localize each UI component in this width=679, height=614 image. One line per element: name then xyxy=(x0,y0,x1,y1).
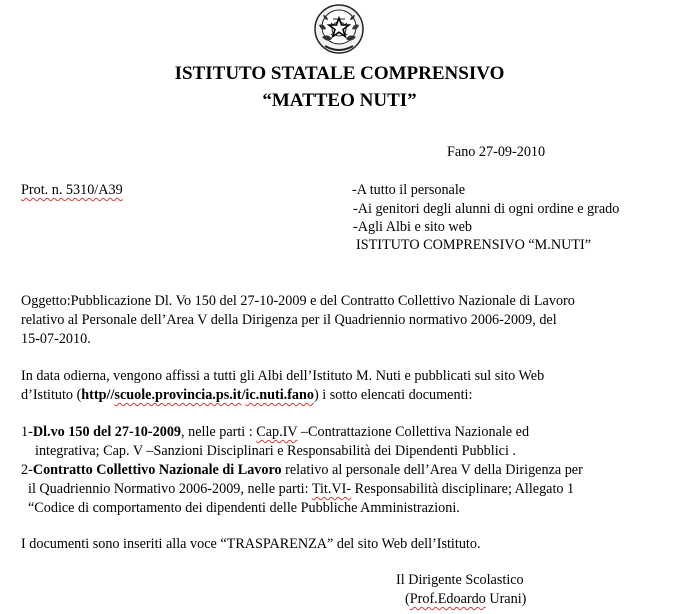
recipient-institute: ISTITUTO COMPRENSIVO “M.NUTI” xyxy=(356,237,592,253)
recipient-notice-boards: -Agli Albi e sito web xyxy=(353,219,473,235)
document-name: Dl.vo 150 del 27-10-2009 xyxy=(32,424,182,440)
subject-line: relativo al Personale dell’Area V della Dirigenza per il Quadriennio normativo 2006-2009, del xyxy=(21,312,557,328)
body-paragraph xyxy=(21,367,671,405)
list-item-continuation: integrativa; Cap. V –Sanzioni Disciplinari e Responsabilità dei Dipendenti Pubblici . xyxy=(35,443,516,459)
body-line: d’Istituto (http//scuole.provincia.ps.it/ic.nuti.fano) i sotto elencati documenti: xyxy=(21,387,473,403)
body-line: In data odierna, vengono affissi a tutti gli Albi dell’Istituto M. Nuti e pubblicati sul sito Web xyxy=(21,368,545,384)
recipient-parents: -Ai genitori degli alunni di ogni ordine e grado xyxy=(353,201,620,217)
documents-list xyxy=(21,423,671,518)
signature-role: Il Dirigente Scolastico xyxy=(396,572,524,588)
italian-republic-emblem-icon xyxy=(313,3,365,55)
institute-name: “MATTEO NUTI” xyxy=(262,90,417,111)
list-item: 2-Contratto Collettivo Nazionale di Lavoro relativo al personale dell’Area V della Dirigenza per xyxy=(21,462,583,478)
document-reference: Tit.VI- xyxy=(311,481,352,497)
subject-line: Oggetto:Pubblicazione Dl. Vo 150 del 27-10-2009 e del Contratto Collettivo Nazionale di Lavoro xyxy=(21,293,575,309)
signature-name: (Prof.Edoardo Urani) xyxy=(405,591,527,607)
list-item-continuation: “Codice di comportamento dei dipendenti delle Pubbliche Amministrazioni. xyxy=(28,500,460,516)
document-date: Fano 27-09-2010 xyxy=(447,144,546,160)
document-reference: Cap.IV xyxy=(256,424,298,440)
recipient-staff: -A tutto il personale xyxy=(352,182,466,198)
website-url[interactable]: http//scuole.provincia.ps.it/ic.nuti.fano xyxy=(81,387,315,403)
document-name: Contratto Collettivo Nazionale di Lavoro xyxy=(32,462,282,478)
institute-title: ISTITUTO STATALE COMPRENSIVO xyxy=(174,63,505,84)
protocol-number: Prot. n. 5310/A39 xyxy=(21,182,123,198)
list-item: 1-Dl.vo 150 del 27-10-2009, nelle parti : Cap.IV –Contrattazione Collettiva Nazionale ed xyxy=(21,424,530,440)
list-item-continuation: il Quadriennio Normativo 2006-2009, nelle parti: Tit.VI- Responsabilità disciplinare; Allegato 1 xyxy=(28,481,575,497)
subject-line: 15-07-2010. xyxy=(21,331,91,347)
subject-paragraph xyxy=(21,292,671,349)
closing-note: I documenti sono inseriti alla voce “TRASPARENZA” del sito Web dell’Istituto. xyxy=(21,536,481,552)
